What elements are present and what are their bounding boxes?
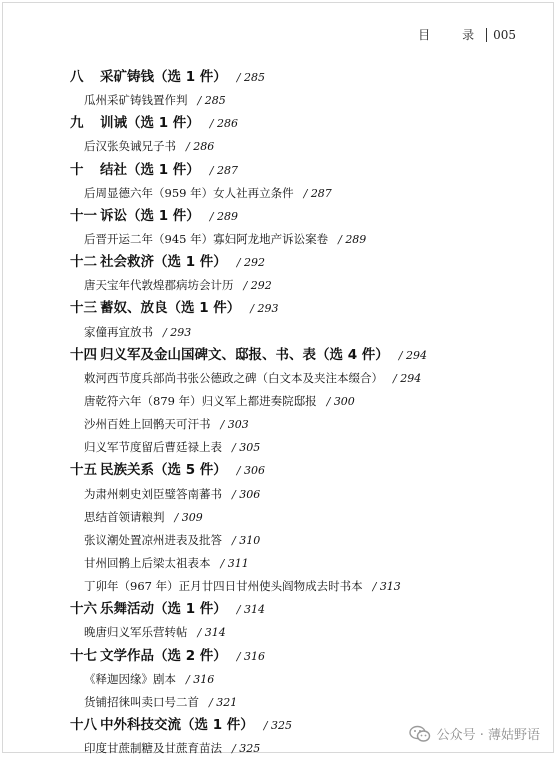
section-title: 中外科技交流（选 1 件） bbox=[100, 716, 254, 733]
page-number: / 314 bbox=[236, 603, 265, 617]
toc-entry bbox=[70, 321, 540, 344]
page-number: / 286 bbox=[209, 117, 238, 131]
page-number: / 325 bbox=[263, 718, 292, 732]
toc-section-heading bbox=[70, 645, 540, 668]
page-value: 321 bbox=[216, 695, 238, 709]
entry-title: 货铺招徕叫卖口号二首 bbox=[84, 694, 199, 709]
section-number: 十三 bbox=[70, 300, 97, 317]
entry-title: 敕河西节度兵部尚书张公德政之碑（白文本及夹注本缀合） bbox=[84, 370, 383, 385]
section-title: 训诫（选 1 件） bbox=[100, 115, 200, 132]
page-value: 309 bbox=[181, 510, 203, 524]
page-value: 289 bbox=[217, 209, 238, 223]
page-value: 325 bbox=[239, 742, 261, 756]
page-value: 292 bbox=[250, 279, 272, 293]
page-value: 310 bbox=[239, 533, 261, 547]
page-number: / 294 bbox=[393, 371, 422, 385]
page-value: 314 bbox=[244, 603, 265, 617]
page-number: / 321 bbox=[209, 695, 238, 709]
entry-title: 后晋开运二年（945 年）寡妇阿龙地产诉讼案卷 bbox=[84, 231, 329, 246]
page-value: 305 bbox=[239, 441, 261, 455]
page-value: 325 bbox=[271, 718, 292, 732]
page-number: / 286 bbox=[186, 140, 215, 154]
toc-entry bbox=[70, 529, 540, 552]
section-title: 乐舞活动（选 1 件） bbox=[100, 601, 227, 618]
toc-section-heading bbox=[70, 159, 540, 182]
page-value: 286 bbox=[217, 117, 238, 131]
entry-title: 《释迦因缘》剧本 bbox=[84, 671, 176, 686]
toc-entry bbox=[70, 274, 540, 297]
section-number: 十 bbox=[70, 161, 84, 178]
page-value: 294 bbox=[400, 371, 422, 385]
page-value: 293 bbox=[257, 302, 279, 316]
entry-title: 晚唐归义军乐营转帖 bbox=[84, 625, 188, 640]
toc-entry bbox=[70, 89, 540, 112]
section-title: 社会救济（选 1 件） bbox=[100, 254, 227, 271]
entry-title: 瓜州采矿铸钱置作判 bbox=[84, 93, 188, 108]
page-value: 306 bbox=[239, 487, 261, 501]
page-value: 311 bbox=[227, 556, 249, 570]
page-value: 300 bbox=[333, 394, 355, 408]
page-value: 316 bbox=[193, 672, 215, 686]
section-number: 十七 bbox=[70, 647, 97, 664]
page-number: / 325 bbox=[232, 742, 261, 756]
entry-title: 唐乾符六年（879 年）归义军上都进奏院邸报 bbox=[84, 393, 317, 408]
toc-entry bbox=[70, 135, 540, 158]
toc-entry bbox=[70, 691, 540, 714]
page-number: / 311 bbox=[220, 556, 249, 570]
toc-entry bbox=[70, 552, 540, 575]
toc-entry bbox=[70, 668, 540, 691]
toc-entry bbox=[70, 413, 540, 436]
toc-section-heading bbox=[70, 344, 540, 367]
entry-title: 印度甘蔗制糖及甘蔗育苗法 bbox=[84, 741, 222, 756]
entry-title: 沙州百姓上回鹘天可汗书 bbox=[84, 417, 211, 432]
watermark-text: 公众号 · 薄姑野语 bbox=[436, 728, 540, 743]
entry-title: 张议潮处置凉州进表及批答 bbox=[84, 532, 222, 547]
page-value: 294 bbox=[406, 348, 427, 362]
page-value: 287 bbox=[217, 163, 238, 177]
page-number: / 314 bbox=[197, 626, 226, 640]
toc-entry bbox=[70, 436, 540, 459]
page-number: / 294 bbox=[398, 348, 427, 362]
section-title: 结社（选 1 件） bbox=[100, 161, 200, 178]
page-number: / 293 bbox=[163, 325, 192, 339]
page-value: 314 bbox=[204, 626, 226, 640]
section-number: 十一 bbox=[70, 207, 97, 224]
toc-section-heading bbox=[70, 459, 540, 482]
entry-title: 后汉张奂诫兄子书 bbox=[84, 139, 176, 154]
wechat-icon bbox=[409, 725, 431, 743]
section-number: 八 bbox=[70, 69, 84, 85]
entry-title: 后周显德六年（959 年）女人社再立条件 bbox=[84, 185, 294, 200]
section-title: 民族关系（选 5 件） bbox=[100, 462, 227, 479]
section-title: 诉讼（选 1 件） bbox=[100, 207, 200, 224]
page-number: / 285 bbox=[236, 71, 265, 84]
watermark bbox=[409, 724, 540, 743]
page-number: / 285 bbox=[197, 94, 226, 108]
entry-title: 思结首领请粮判 bbox=[84, 509, 165, 524]
page-number: / 306 bbox=[236, 464, 265, 478]
entry-title: 归义军节度留后曹廷禄上表 bbox=[84, 440, 222, 455]
entry-title: 甘州回鹘上后梁太祖表本 bbox=[84, 555, 211, 570]
toc-entry bbox=[70, 228, 540, 251]
header-page-number: 005 bbox=[493, 27, 516, 42]
entry-title: 唐天宝年代敦煌郡病坊会计历 bbox=[84, 278, 234, 293]
section-number: 十六 bbox=[70, 601, 97, 618]
page-number: / 292 bbox=[236, 256, 265, 270]
toc-section-heading bbox=[70, 598, 540, 621]
page-number: / 300 bbox=[326, 394, 355, 408]
section-number: 十八 bbox=[70, 716, 97, 733]
toc-entry bbox=[70, 390, 540, 413]
page-value: 286 bbox=[193, 140, 215, 154]
toc-section-heading bbox=[70, 297, 540, 320]
toc-entry bbox=[70, 182, 540, 205]
page-value: 285 bbox=[204, 94, 226, 108]
page-number: / 287 bbox=[303, 186, 332, 200]
toc-section-heading bbox=[70, 205, 540, 228]
page-number: / 303 bbox=[220, 418, 249, 432]
entry-title: 家僮再宜放书 bbox=[84, 324, 153, 339]
toc-section-heading bbox=[70, 251, 540, 274]
page-value: 306 bbox=[244, 464, 265, 478]
toc-section-heading bbox=[70, 112, 540, 135]
page-value: 289 bbox=[345, 232, 367, 246]
page-number: / 310 bbox=[232, 533, 261, 547]
page-value: 316 bbox=[244, 649, 265, 663]
page-value: 313 bbox=[379, 580, 401, 594]
page-number: / 305 bbox=[232, 441, 261, 455]
toc-entry bbox=[70, 367, 540, 390]
page-number: / 306 bbox=[232, 487, 261, 501]
page-number: / 316 bbox=[186, 672, 215, 686]
section-title: 归义军及金山国碑文、邸报、书、表（选 4 件） bbox=[100, 346, 389, 363]
page-value: 285 bbox=[244, 71, 265, 84]
toc-entry bbox=[70, 575, 540, 598]
page-number: / 313 bbox=[372, 580, 401, 594]
section-title: 蓄奴、放良（选 1 件） bbox=[100, 300, 241, 317]
section-number: 十五 bbox=[70, 462, 97, 479]
page-value: 292 bbox=[244, 256, 265, 270]
page-value: 287 bbox=[310, 186, 332, 200]
page-number: / 316 bbox=[236, 649, 265, 663]
section-title: 文学作品（选 2 件） bbox=[100, 647, 227, 664]
toc-entry bbox=[70, 506, 540, 529]
page-number: / 292 bbox=[243, 279, 272, 293]
toc-entry bbox=[70, 621, 540, 644]
page-number: / 289 bbox=[209, 209, 238, 223]
page-number: / 293 bbox=[250, 302, 279, 316]
running-header bbox=[418, 26, 516, 43]
section-number: 十二 bbox=[70, 254, 97, 271]
entry-title: 为肃州刺史刘臣璧答南蕃书 bbox=[84, 486, 222, 501]
header-divider bbox=[486, 28, 487, 42]
header-title: 目 录 bbox=[418, 28, 485, 42]
page-value: 303 bbox=[227, 418, 249, 432]
entry-title: 丁卯年（967 年）正月廿四日甘州使头阎物成去时书本 bbox=[84, 579, 363, 594]
toc-section-heading bbox=[70, 66, 540, 89]
page-number: / 309 bbox=[174, 510, 203, 524]
toc-entry bbox=[70, 483, 540, 506]
section-number: 十四 bbox=[70, 346, 97, 363]
page-number: / 287 bbox=[209, 163, 238, 177]
section-title: 采矿铸钱（选 1 件） bbox=[100, 69, 227, 85]
section-number: 九 bbox=[70, 115, 84, 132]
page-number: / 289 bbox=[338, 232, 367, 246]
page-value: 293 bbox=[170, 325, 192, 339]
table-of-contents bbox=[70, 66, 540, 760]
